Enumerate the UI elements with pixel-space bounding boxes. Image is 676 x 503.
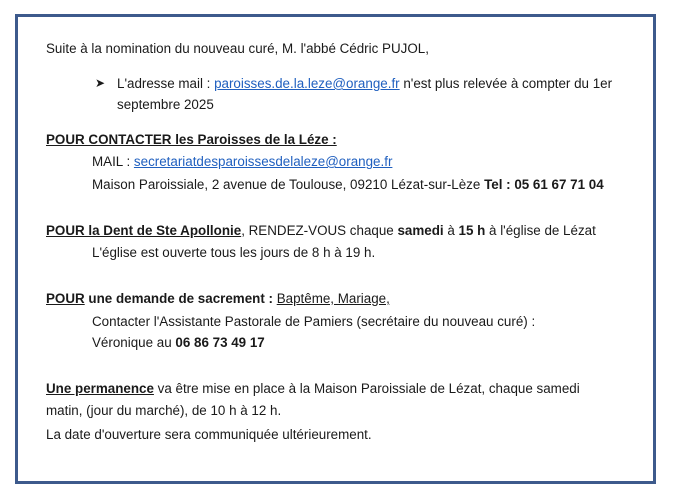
- bullet-line-2: septembre 2025: [117, 97, 214, 112]
- contact-address: Maison Paroissiale, 2 avenue de Toulouse, 09210 Lézat-sur-Lèze: [92, 177, 485, 192]
- intro-text: Suite à la nomination du nouveau curé, M. l'abbé Cédric PUJOL,: [46, 41, 429, 56]
- arrow-bullet-icon: ➤: [95, 76, 106, 90]
- contact-tel: Tel : 05 61 67 71 04: [484, 177, 604, 192]
- bullet-prefix: L'adresse mail :: [117, 76, 215, 91]
- sacrement-contact-name: Véronique au: [92, 335, 176, 350]
- contact-email-link[interactable]: secretariatdesparoissesdelaleze@orange.fr: [133, 154, 393, 169]
- apollonie-day: samedi: [397, 223, 444, 238]
- contact-mail-line: [92, 153, 392, 171]
- permanence-text1: va être mise en place à la Maison Paroissiale de Lézat, chaque samedi: [153, 381, 580, 396]
- sacrement-pour: POUR: [46, 291, 85, 306]
- permanence-heading: Une permanence: [46, 381, 154, 396]
- bullet-line-1: [117, 75, 612, 93]
- apollonie-text3: à l'église de Lézat: [485, 223, 596, 238]
- sacrement-heading: une demande de sacrement :: [84, 291, 277, 306]
- apollonie-text1: , RENDEZ-VOUS chaque: [241, 223, 398, 238]
- sacrement-line-3: [92, 334, 265, 352]
- sacrement-types: Baptême, Mariage,: [276, 291, 390, 306]
- apollonie-line-2: L'église est ouverte tous les jours de 8 h à 19 h.: [92, 245, 376, 260]
- permanence-line-2: matin, (jour du marché), de 10 h à 12 h.: [46, 403, 282, 418]
- sacrement-line-1: [46, 290, 390, 308]
- mail-label: MAIL :: [92, 154, 134, 169]
- permanence-line-3: La date d'ouverture sera communiquée ultérieurement.: [46, 427, 372, 442]
- apollonie-line-1: [46, 222, 596, 240]
- apollonie-hour: 15 h: [458, 223, 486, 238]
- contact-address-line: [92, 176, 604, 194]
- contact-heading: POUR CONTACTER les Paroisses de la Léze :: [46, 132, 337, 147]
- sacrement-phone: 06 86 73 49 17: [175, 335, 265, 350]
- apollonie-text2: à: [443, 223, 459, 238]
- old-email-link[interactable]: paroisses.de.la.leze@orange.fr: [214, 76, 400, 91]
- apollonie-heading: POUR la Dent de Ste Apollonie: [46, 223, 242, 238]
- permanence-line-1: [46, 380, 580, 398]
- sacrement-line-2: Contacter l'Assistante Pastorale de Pamiers (secrétaire du nouveau curé) :: [92, 314, 536, 329]
- bullet-suffix: n'est plus relevée à compter du 1er: [399, 76, 613, 91]
